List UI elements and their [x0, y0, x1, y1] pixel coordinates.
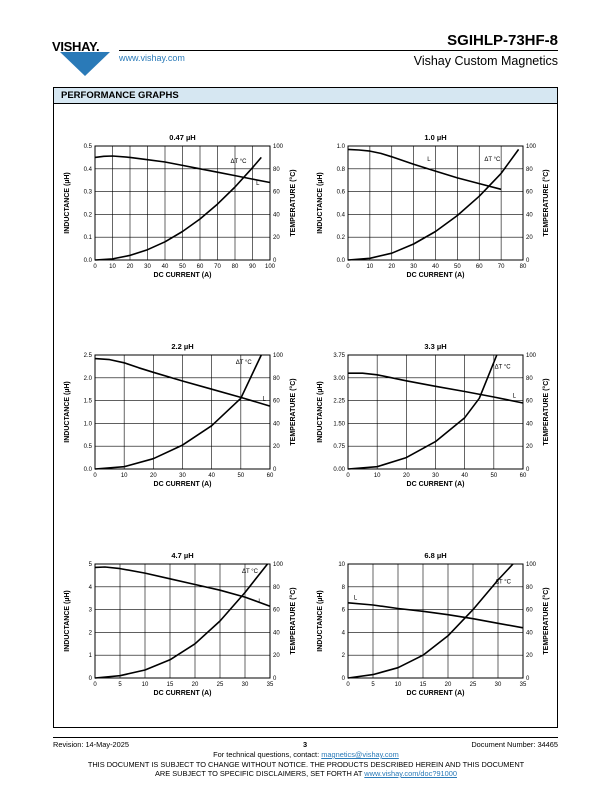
x-tick-label: 20 [388, 264, 396, 270]
y2-tick-label: 0 [273, 258, 277, 264]
inductance-curve [348, 603, 523, 628]
y2-tick-label: 40 [273, 630, 280, 637]
x-axis-label: DC CURRENT (A) [153, 272, 212, 279]
x-tick-label: 50 [237, 473, 245, 479]
y2-tick-label: 100 [526, 562, 537, 568]
y-axis-label: INDUCTANCE (µH) [317, 172, 324, 234]
y-tick-label: 0 [341, 676, 345, 682]
x-tick-label: 25 [216, 682, 224, 688]
x-tick-label: 100 [264, 264, 276, 270]
chart-title: 4.7 µH [171, 551, 194, 560]
x-tick-label: 20 [191, 682, 199, 688]
x-tick-label: 0 [93, 264, 97, 270]
y2-tick-label: 0 [273, 467, 277, 473]
y-tick-label: 0.4 [336, 212, 345, 219]
x-tick-label: 20 [444, 682, 452, 688]
y2-tick-label: 80 [273, 584, 280, 591]
curve-annotation: L [353, 595, 358, 602]
y2-tick-label: 40 [273, 421, 280, 428]
x-tick-label: 30 [494, 682, 502, 688]
curve-annotation: ΔT °C [242, 569, 258, 576]
y-tick-label: 2 [88, 630, 92, 637]
y2-tick-label: 40 [526, 421, 533, 428]
y2-tick-label: 20 [273, 235, 280, 242]
y2-tick-label: 0 [526, 467, 530, 473]
y2-tick-label: 60 [273, 189, 280, 196]
y-tick-label: 0.0 [83, 258, 92, 264]
chart-3-3uh [311, 337, 556, 495]
y2-tick-label: 20 [526, 653, 533, 660]
x-tick-label: 40 [432, 264, 439, 270]
y-tick-label: 3 [88, 607, 92, 614]
x-tick-label: 5 [371, 682, 375, 688]
y2-tick-label: 0 [273, 676, 277, 682]
chart-6-8uh [311, 546, 556, 704]
part-number: SGIHLP-73HF-8 [447, 32, 558, 49]
y2-axis-label: TEMPERATURE (°C) [543, 169, 550, 237]
y2-tick-label: 80 [526, 166, 533, 173]
chart-title: 0.47 µH [169, 133, 196, 142]
y-tick-label: 0.0 [336, 258, 345, 264]
chart-title: 2.2 µH [171, 342, 194, 351]
y2-tick-label: 0 [526, 676, 530, 682]
footer-rule [53, 737, 558, 738]
y2-tick-label: 100 [526, 144, 537, 150]
x-tick-label: 10 [120, 473, 128, 479]
x-tick-label: 30 [432, 473, 439, 479]
y2-tick-label: 100 [273, 144, 284, 150]
x-tick-label: 15 [166, 682, 174, 688]
x-tick-label: 10 [109, 264, 116, 270]
y2-tick-label: 60 [526, 607, 533, 614]
y-tick-label: 0.3 [83, 189, 92, 196]
x-tick-label: 30 [410, 264, 417, 270]
disclaimer-prefix: ARE SUBJECT TO SPECIFIC DISCLAIMERS, SET FORTH AT [154, 769, 365, 778]
y-tick-label: 0 [88, 676, 92, 682]
y-tick-label: 3.00 [333, 375, 345, 382]
x-tick-label: 40 [161, 264, 169, 270]
y2-tick-label: 0 [526, 258, 530, 264]
x-tick-label: 80 [231, 264, 239, 270]
x-tick-label: 60 [266, 473, 274, 479]
curve-annotation: L [262, 396, 266, 403]
header-rule [119, 50, 558, 51]
x-tick-label: 70 [497, 264, 505, 270]
y-axis-label: INDUCTANCE (µH) [317, 381, 324, 443]
x-axis-label: DC CURRENT (A) [406, 690, 465, 697]
chart-title: 3.3 µH [424, 342, 447, 351]
x-tick-label: 15 [419, 682, 427, 688]
temperature-curve [348, 355, 497, 469]
x-tick-label: 50 [179, 264, 186, 270]
y2-tick-label: 40 [273, 212, 280, 219]
y2-tick-label: 80 [526, 375, 533, 382]
x-tick-label: 20 [149, 473, 157, 479]
x-tick-label: 40 [461, 473, 469, 479]
curve-annotation: L [512, 393, 516, 400]
document-number: Document Number: 34465 [471, 740, 558, 749]
x-tick-label: 0 [93, 473, 97, 479]
chart-2-2uh [58, 337, 303, 495]
y2-tick-label: 80 [273, 375, 280, 382]
y-tick-label: 3.75 [333, 353, 345, 359]
x-tick-label: 60 [519, 473, 527, 479]
x-tick-label: 40 [208, 473, 216, 479]
x-axis-label: DC CURRENT (A) [406, 481, 465, 488]
contact-line [0, 750, 612, 759]
x-tick-label: 5 [118, 682, 122, 688]
y-tick-label: 0.75 [333, 444, 345, 451]
y-tick-label: 0.2 [336, 235, 345, 242]
y-tick-label: 1.0 [83, 421, 92, 428]
curve-annotation: ΔT °C [494, 364, 511, 371]
y-tick-label: 0.5 [83, 144, 92, 150]
panel-title: PERFORMANCE GRAPHS [54, 88, 557, 104]
y2-tick-label: 60 [273, 398, 280, 405]
logo-text: VISHAY. [52, 39, 100, 54]
y2-tick-label: 20 [526, 444, 533, 451]
x-tick-label: 0 [346, 682, 350, 688]
y-tick-label: 6 [341, 607, 345, 614]
x-tick-label: 35 [266, 682, 274, 688]
page-number: 3 [303, 740, 308, 749]
y2-tick-label: 60 [526, 398, 533, 405]
y2-tick-label: 20 [526, 235, 533, 242]
x-tick-label: 10 [141, 682, 149, 688]
contact-email-link[interactable]: magnetics@vishay.com [321, 750, 399, 759]
chart-title: 1.0 µH [424, 133, 447, 142]
y-tick-label: 2.25 [333, 398, 345, 405]
subtitle: Vishay Custom Magnetics [413, 54, 558, 68]
x-tick-label: 60 [475, 264, 483, 270]
y-axis-label: INDUCTANCE (µH) [64, 172, 71, 234]
y-tick-label: 1.50 [333, 421, 345, 428]
x-tick-label: 25 [469, 682, 477, 688]
y2-tick-label: 20 [273, 444, 280, 451]
x-tick-label: 70 [214, 264, 221, 270]
y2-axis-label: TEMPERATURE (°C) [543, 587, 550, 655]
revision: Revision: 14-May-2025 [53, 740, 129, 749]
temperature-curve [348, 149, 519, 260]
disclaimer-line-1: THIS DOCUMENT IS SUBJECT TO CHANGE WITHOUT NOTICE. THE PRODUCTS DESCRIBED HEREIN AND THIS DOCUMENT [87, 760, 525, 769]
y-tick-label: 0.2 [83, 212, 92, 219]
x-axis-label: DC CURRENT (A) [153, 481, 212, 488]
y2-tick-label: 100 [526, 353, 537, 359]
chart-title: 6.8 µH [424, 551, 447, 560]
y2-axis-label: TEMPERATURE (°C) [543, 378, 550, 446]
y-tick-label: 0.1 [83, 235, 92, 242]
curve-annotation: L [258, 598, 262, 605]
curve-annotation: ΔT °C [230, 159, 247, 166]
x-tick-label: 10 [373, 473, 381, 479]
y-tick-label: 2.5 [83, 353, 92, 359]
y-tick-label: 8 [341, 584, 345, 591]
x-axis-label: DC CURRENT (A) [406, 272, 465, 279]
y-tick-label: 0.5 [83, 444, 92, 451]
x-tick-label: 35 [519, 682, 527, 688]
x-tick-label: 0 [346, 264, 350, 270]
website-link[interactable]: www.vishay.com [119, 53, 185, 63]
y2-tick-label: 100 [273, 353, 284, 359]
y2-tick-label: 40 [526, 630, 533, 637]
chart-0-47uh [58, 128, 303, 286]
y-tick-label: 4 [88, 584, 92, 591]
y-tick-label: 0.8 [336, 166, 345, 173]
disclaimer-line-2 [0, 769, 612, 778]
y-axis-label: INDUCTANCE (µH) [64, 381, 71, 443]
curve-annotation: L [427, 156, 431, 163]
y-tick-label: 5 [88, 562, 92, 568]
y2-tick-label: 100 [273, 562, 284, 568]
x-tick-label: 50 [454, 264, 461, 270]
y-tick-label: 1.5 [83, 398, 92, 405]
y2-tick-label: 80 [273, 166, 280, 173]
y-tick-label: 0.00 [333, 467, 345, 473]
temperature-curve [95, 355, 261, 469]
chart-4-7uh [58, 546, 303, 704]
x-tick-label: 10 [394, 682, 402, 688]
contact-prefix: For technical questions, contact: [213, 750, 322, 759]
y-tick-label: 1.0 [336, 144, 345, 150]
x-tick-label: 10 [366, 264, 374, 270]
y2-tick-label: 60 [526, 189, 533, 196]
curve-annotation: ΔT °C [495, 579, 511, 586]
y-tick-label: 10 [338, 562, 345, 568]
curve-annotation: ΔT °C [235, 360, 252, 367]
x-tick-label: 0 [346, 473, 350, 479]
y2-tick-label: 40 [526, 212, 533, 219]
x-tick-label: 30 [144, 264, 151, 270]
x-tick-label: 60 [196, 264, 204, 270]
y2-tick-label: 60 [273, 607, 280, 614]
y2-axis-label: TEMPERATURE (°C) [290, 587, 297, 655]
temperature-curve [95, 157, 261, 260]
x-tick-label: 0 [93, 682, 97, 688]
x-tick-label: 80 [519, 264, 527, 270]
curve-annotation: L [256, 180, 260, 187]
y-tick-label: 1 [88, 653, 92, 660]
y2-tick-label: 20 [273, 653, 280, 660]
x-tick-label: 90 [249, 264, 256, 270]
y-tick-label: 4 [341, 630, 345, 637]
y2-axis-label: TEMPERATURE (°C) [290, 378, 297, 446]
y-tick-label: 0.0 [83, 467, 92, 473]
chart-1-0uh [311, 128, 556, 286]
y-tick-label: 2.0 [83, 375, 92, 382]
y-tick-label: 2 [341, 653, 345, 660]
x-tick-label: 30 [179, 473, 186, 479]
y-axis-label: INDUCTANCE (µH) [64, 590, 71, 652]
inductance-curve [348, 149, 501, 189]
y2-axis-label: TEMPERATURE (°C) [290, 169, 297, 237]
curve-annotation: ΔT °C [484, 156, 501, 163]
x-axis-label: DC CURRENT (A) [153, 690, 212, 697]
y-axis-label: INDUCTANCE (µH) [317, 590, 324, 652]
y2-tick-label: 80 [526, 584, 533, 591]
x-tick-label: 30 [241, 682, 249, 688]
disclaimer-link[interactable]: www.vishay.com/doc?91000 [364, 769, 457, 778]
x-tick-label: 20 [402, 473, 410, 479]
y-tick-label: 0.6 [336, 189, 345, 196]
y-tick-label: 0.4 [83, 166, 92, 173]
x-tick-label: 20 [126, 264, 134, 270]
x-tick-label: 50 [490, 473, 498, 479]
